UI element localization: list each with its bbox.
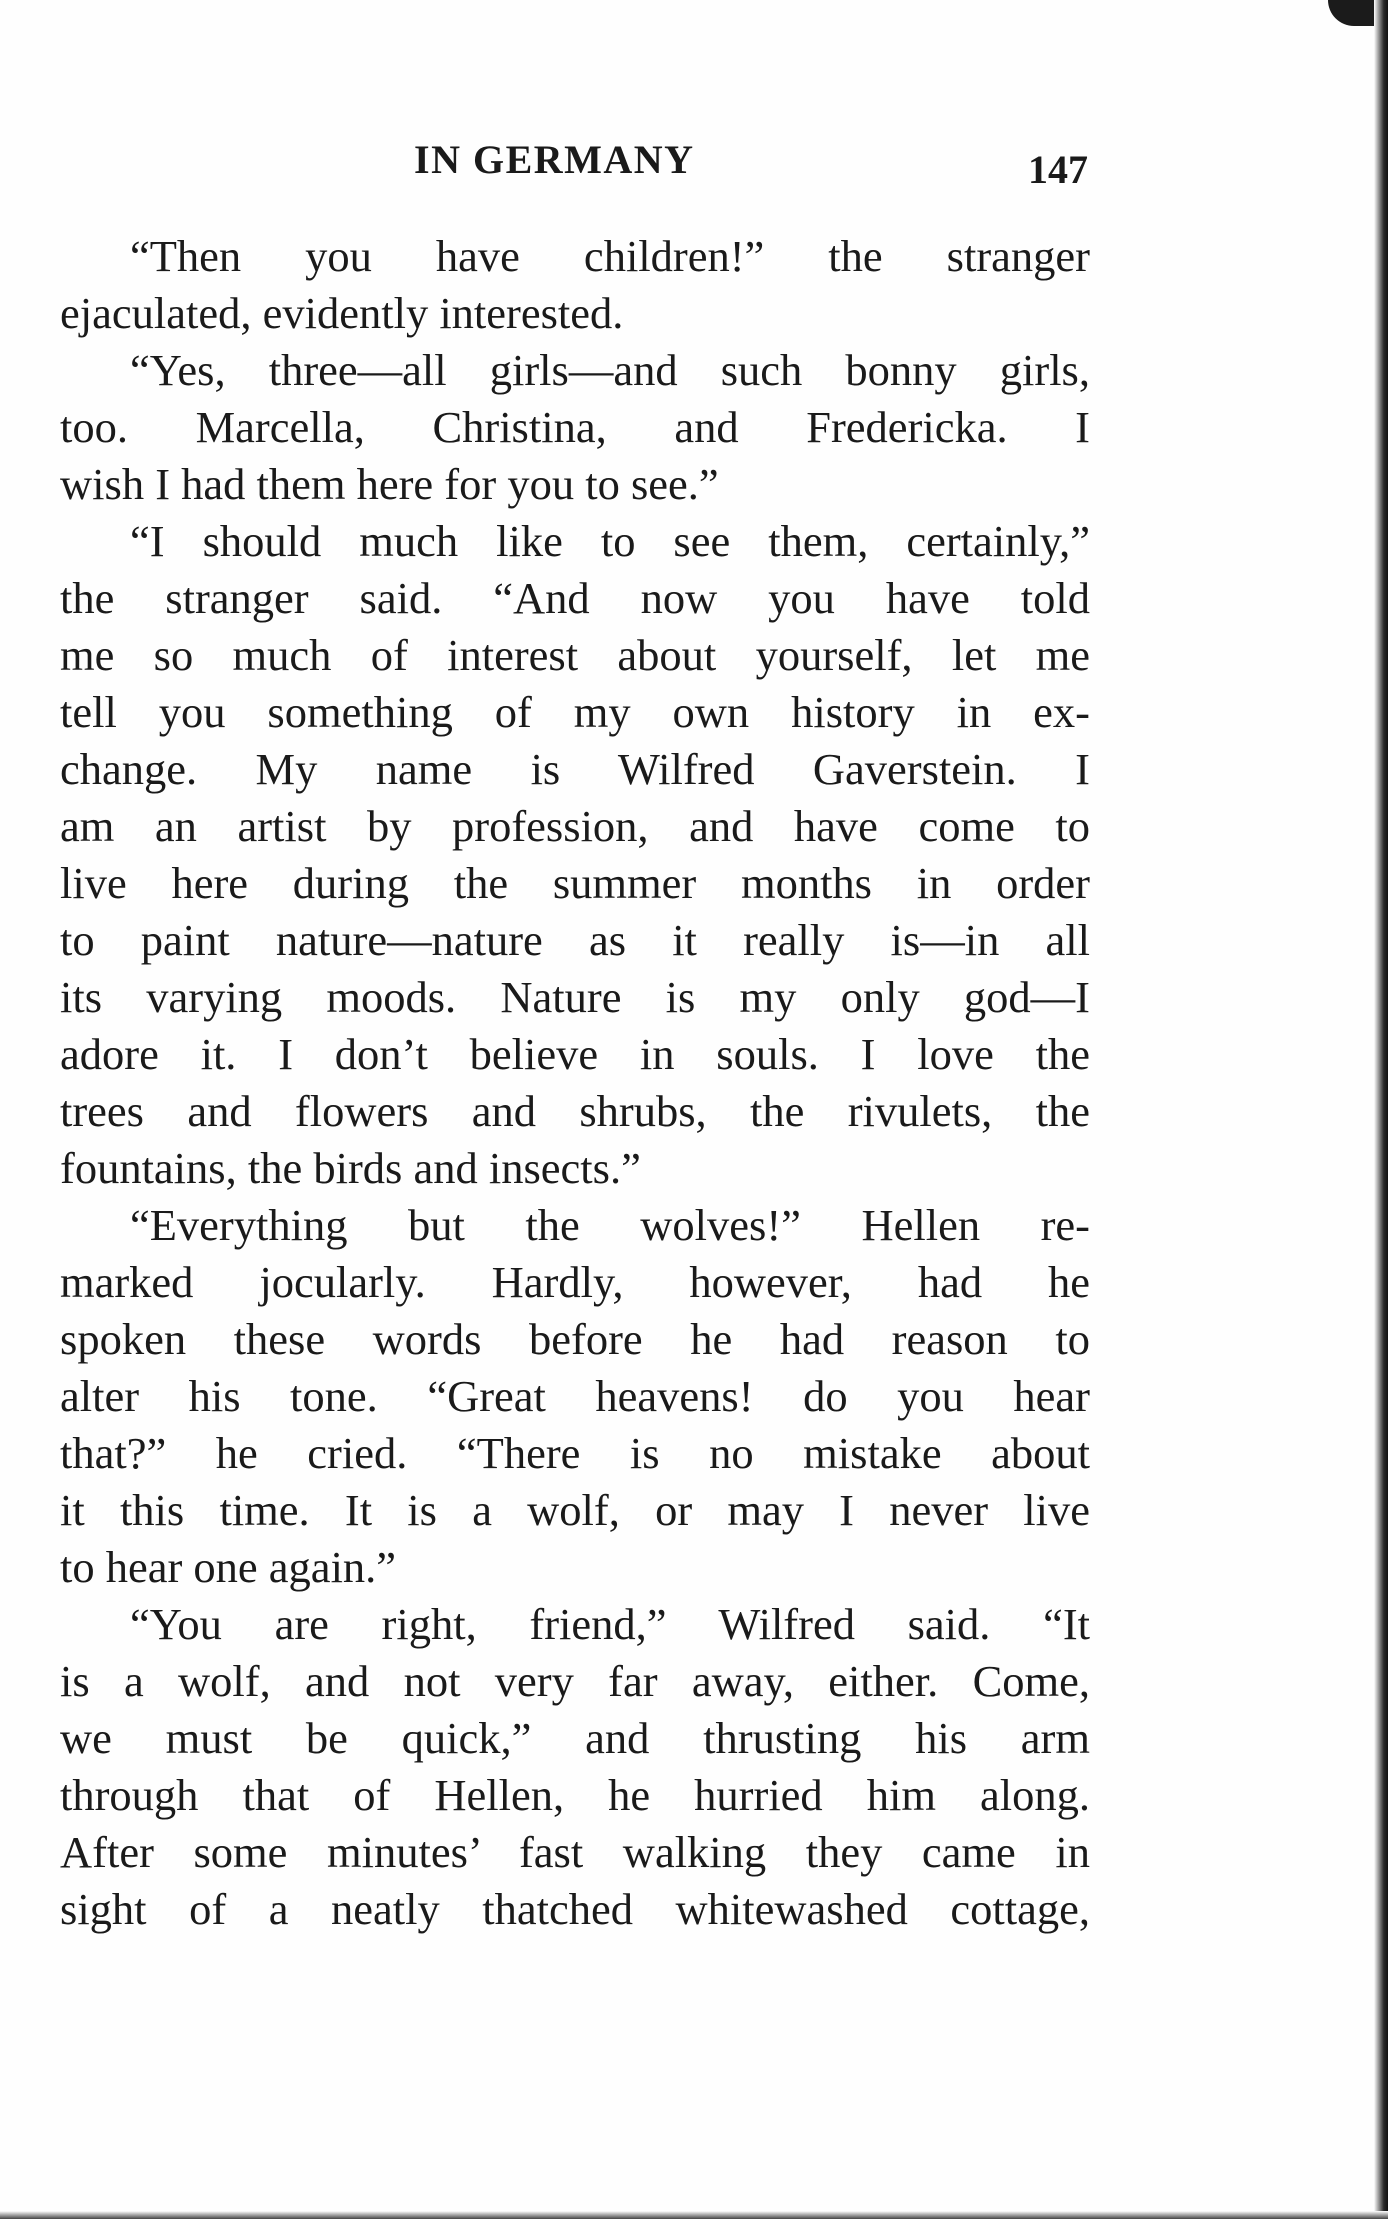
text-line: to paint nature—nature as it really is—in all bbox=[60, 915, 1090, 965]
text-line: sight of a neatly thatched whitewashed cottage, bbox=[60, 1884, 1090, 1934]
text-line: fountains, the birds and insects.” bbox=[60, 1143, 641, 1193]
page-bottom-edge bbox=[0, 2211, 1388, 2219]
text-line: “I should much like to see them, certainly,” bbox=[130, 516, 1090, 566]
text-line: After some minutes’ fast walking they came in bbox=[60, 1827, 1090, 1877]
text-line: alter his tone. “Great heavens! do you hear bbox=[60, 1371, 1090, 1421]
text-line: its varying moods. Nature is my only god—I bbox=[60, 972, 1090, 1022]
text-line: it this time. It is a wolf, or may I never live bbox=[60, 1485, 1090, 1535]
text-line: marked jocularly. Hardly, however, had he bbox=[60, 1257, 1090, 1307]
page-header bbox=[0, 136, 1388, 196]
text-line: wish I had them here for you to see.” bbox=[60, 459, 719, 509]
text-line: the stranger said. “And now you have told bbox=[60, 573, 1090, 623]
text-line: is a wolf, and not very far away, either. Come, bbox=[60, 1656, 1090, 1706]
page-edge-shadow bbox=[1374, 0, 1388, 2219]
text-line: adore it. I don’t believe in souls. I love the bbox=[60, 1029, 1090, 1079]
page-number: 147 bbox=[1028, 147, 1088, 192]
text-line: we must be quick,” and thrusting his arm bbox=[60, 1713, 1090, 1763]
text-line: change. My name is Wilfred Gaverstein. I bbox=[60, 744, 1090, 794]
text-line: to hear one again.” bbox=[60, 1542, 397, 1592]
text-line: “Then you have children!” the stranger bbox=[130, 231, 1090, 281]
text-line: tell you something of my own history in ex- bbox=[60, 687, 1090, 737]
text-line: live here during the summer months in order bbox=[60, 858, 1090, 908]
text-line: through that of Hellen, he hurried him along. bbox=[60, 1770, 1090, 1820]
text-line: ejaculated, evidently interested. bbox=[60, 288, 624, 338]
text-line: “You are right, friend,” Wilfred said. “It bbox=[130, 1599, 1090, 1649]
text-line: “Everything but the wolves!” Hellen re- bbox=[130, 1200, 1090, 1250]
text-line: spoken these words before he had reason to bbox=[60, 1314, 1090, 1364]
body-text bbox=[60, 228, 1090, 1938]
text-line: that?” he cried. “There is no mistake about bbox=[60, 1428, 1090, 1478]
text-line: am an artist by profession, and have come to bbox=[60, 801, 1090, 851]
text-line: trees and flowers and shrubs, the rivulets, the bbox=[60, 1086, 1090, 1136]
running-head: IN GERMANY bbox=[414, 137, 695, 182]
text-line: too. Marcella, Christina, and Fredericka. I bbox=[60, 402, 1090, 452]
text-line: me so much of interest about yourself, let me bbox=[60, 630, 1090, 680]
text-line: “Yes, three—all girls—and such bonny girls, bbox=[130, 345, 1090, 395]
